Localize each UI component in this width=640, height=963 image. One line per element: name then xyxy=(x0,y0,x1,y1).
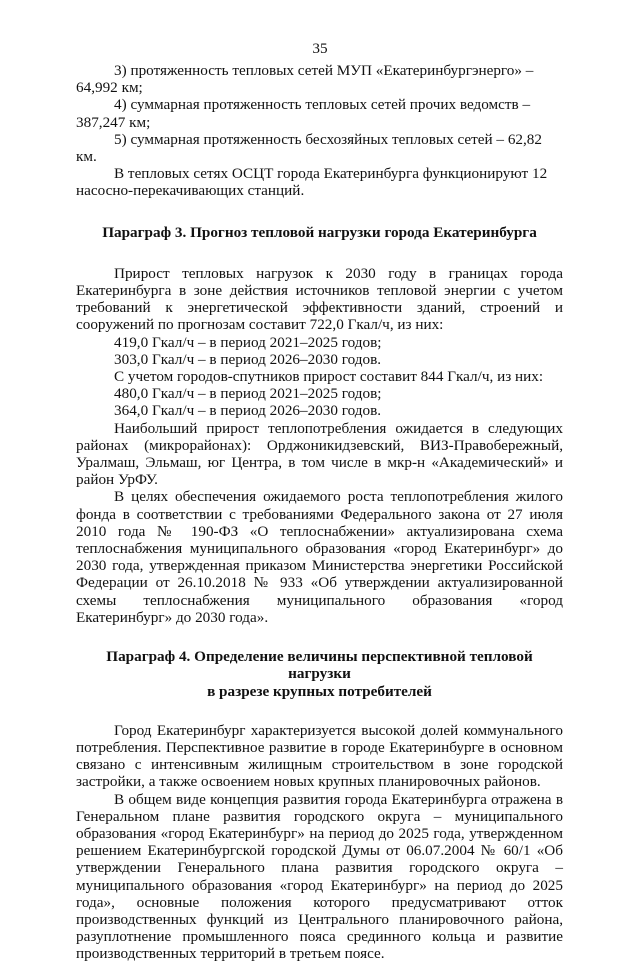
section-3-paragraph: 480,0 Гкал/ч – в период 2021–2025 годов; xyxy=(114,385,382,403)
pumping-stations-paragraph: В тепловых сетях ОСЦТ города Екатеринбурга функционируют 12 насосно-перекачивающих станций. xyxy=(76,165,548,200)
section-3-paragraph: 364,0 Гкал/ч – в период 2026–2030 годов. xyxy=(114,402,382,420)
section-4-heading-line-1: Параграф 4. Определение величины перспективной тепловой нагрузки xyxy=(106,648,533,683)
section-3-paragraph: 419,0 Гкал/ч – в период 2021–2025 годов; xyxy=(114,333,382,351)
section-3-paragraph: Прирост тепловых нагрузок к 2030 году в границах города Екатеринбурга в зоне действия источников тепловой энергии с учетом требований к энергетической эффективности зданий, строений и сооружений по прогнозам составит 722,0 Гкал/ч, из них: xyxy=(76,264,563,334)
section-4-heading xyxy=(76,648,563,700)
section-3-paragraph: С учетом городов-спутников прирост составит 844 Гкал/ч, из них: xyxy=(114,368,544,386)
section-3-heading: Параграф 3. Прогноз тепловой нагрузки города Екатеринбурга xyxy=(102,223,537,241)
section-4-heading-line-2: в разрезе крупных потребителей xyxy=(207,682,432,700)
section-3-paragraph: 303,0 Гкал/ч – в период 2026–2030 годов. xyxy=(114,350,382,368)
section-4-paragraph: Город Екатеринбург характеризуется высокой долей коммунального потребления. Перспективное развитие в городе Екатеринбурге в основном связано с интенсивным жилищным строительством в зоне городской застройки, а также освоением новых крупных планировочных районов. xyxy=(76,721,563,791)
document-body xyxy=(76,62,563,963)
section-3-paragraph: Наибольший прирост теплопотребления ожидается в следующих районах (микрорайонах): Орджоникидзевский, ВИЗ-Правобережный, Уралмаш, Эльмаш, юг Центра, в том числе в мкр-н «Академический» и район УрФУ. xyxy=(76,419,563,489)
section-4-paragraph: В общем виде концепция развития города Екатеринбурга отражена в Генеральном плане развития городского округа – муниципального образования «город Екатеринбург» на период до 2025 года, утвержденном решением Екатеринбургской городской Думы от 06.07.2004 № 60/1 «Об утверждении Генерального плана развития городского округа – муниципального образования «город Екатеринбург» на период до 2025 года», основные положения которого предусматривают отток производственных функций из Центрального планировочного района, разуплотнение промышленного пояса срединного кольца и развитие производственных территорий в третьем поясе. xyxy=(76,790,563,963)
page-number: 35 xyxy=(312,40,328,57)
section-3-paragraph: В целях обеспечения ожидаемого роста теплопотребления жилого фонда в соответствии с требованиями Федерального закона от 27 июля 2010 года № 190-ФЗ «О теплоснабжении» актуализирована схема теплоснабжения муниципального образования «город Екатеринбург» до 2030 года, утвержденная приказом Министерства энергетики Российской Федерации от 26.10.2018 № 933 «Об утверждении актуализированной схемы теплоснабжения муниципального образования «город Екатеринбург» до 2030 года». xyxy=(76,488,563,626)
list-item-5: 5) суммарная протяженность бесхозяйных тепловых сетей – 62,82 км. xyxy=(76,130,542,166)
list-item-3: 3) протяженность тепловых сетей МУП «Екатеринбургэнерго» – 64,992 км; xyxy=(76,62,534,97)
list-item-4: 4) суммарная протяженность тепловых сетей прочих ведомств – 387,247 км; xyxy=(76,96,531,131)
